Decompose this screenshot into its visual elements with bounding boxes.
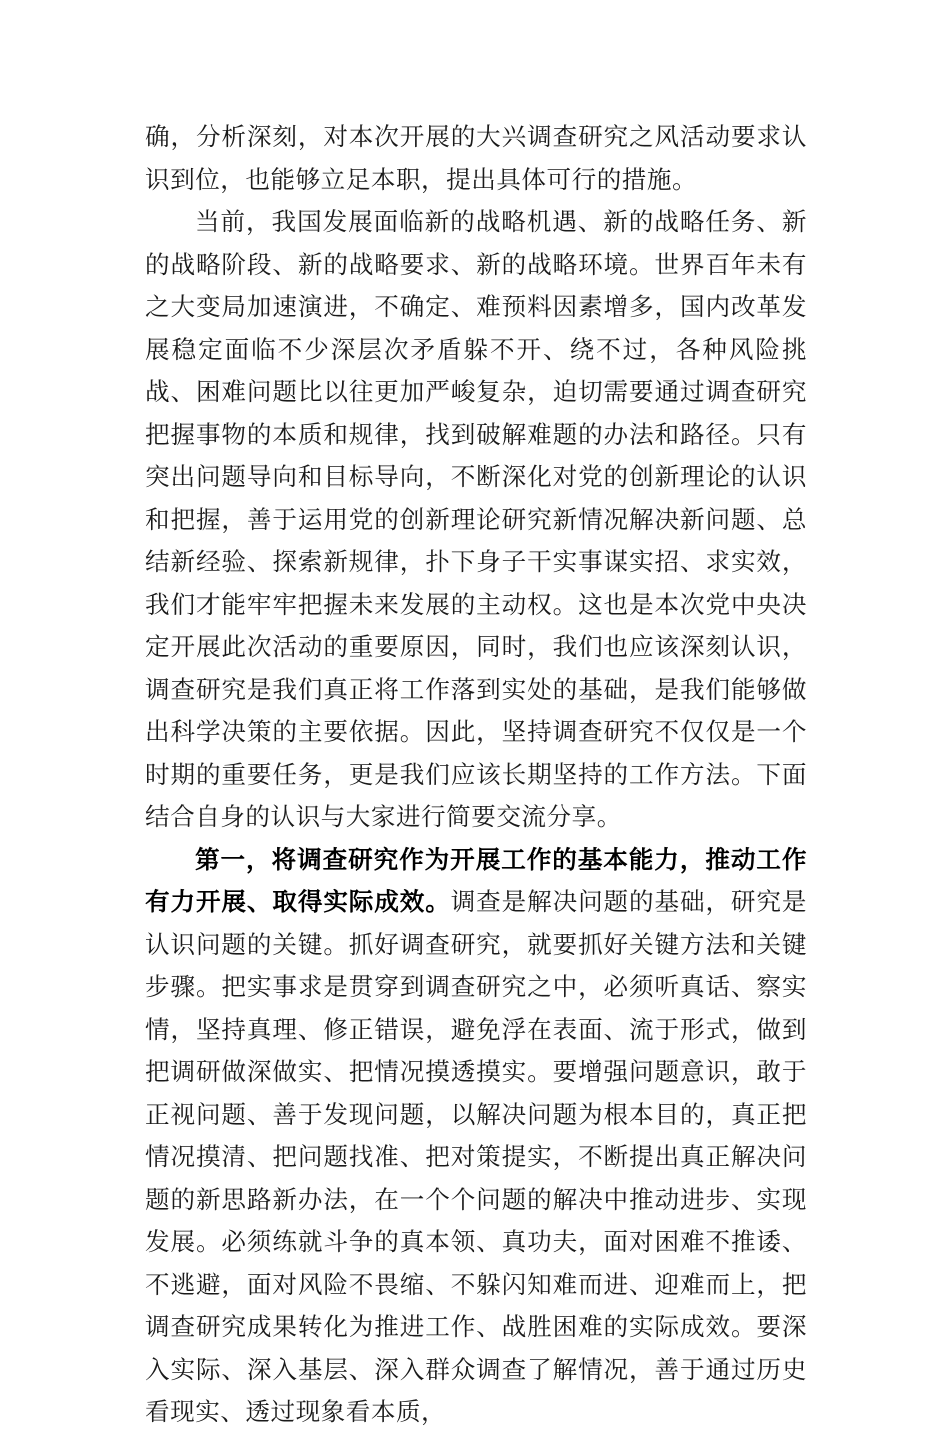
document-body bbox=[145, 116, 807, 1434]
paragraph-text: 确，分析深刻，对本次开展的大兴调查研究之风活动要求认识到位，也能够立足本职，提出具体可行的措施。 bbox=[145, 122, 807, 194]
paragraph-text: 当前，我国发展面临新的战略机遇、新的战略任务、新的战略阶段、新的战略要求、新的战略环境。世界百年未有之大变局加速演进，不确定、难预料因素增多，国内改革发展稳定面临不少深层次矛盾躲不开、绕不过，各种风险挑战、困难问题比以往更加严峻复杂，迫切需要通过调查研究把握事物的本质和规律，找到破解难题的办法和路径。只有突出问题导向和目标导向，不断深化对党的创新理论的认识和把握，善于运用党的创新理论研究新情况解决新问题、总结新经验、探索新规律，扑下身子干实事谋实招、求实效，我们才能牢牢把握未来发展的主动权。这也是本次党中央决定开展此次活动的重要原因，同时，我们也应该深刻认识，调查研究是我们真正将工作落到实处的基础，是我们能够做出科学决策的主要依据。因此，坚持调查研究不仅仅是一个时期的重要任务，更是我们应该长期坚持的工作方法。下面结合自身的认识与大家进行简要交流分享。 bbox=[145, 207, 807, 831]
paragraph-heading-bold: 第一，将调查研究作为开展工作的基本能力，推动工作有力开展、取得实际成效。 bbox=[145, 844, 807, 916]
paragraph-context bbox=[145, 201, 807, 839]
paragraph-point-one bbox=[145, 839, 807, 1434]
paragraph-text: 调查是解决问题的基础，研究是认识问题的关键。抓好调查研究，就要抓好关键方法和关键步骤。把实事求是贯穿到调查研究之中，必须听真话、察实情，坚持真理、修正错误，避免浮在表面、流于形式，做到把调研做深做实、把情况摸透摸实。要增强问题意识，敢于正视问题、善于发现问题，以解决问题为根本目的，真正把情况摸清、把问题找准、把对策提实，不断提出真正解决问题的新思路新办法，在一个个问题的解决中推动进步、实现发展。必须练就斗争的真本领、真功夫，面对困难不推诿、不逃避，面对风险不畏缩、不躲闪知难而进、迎难而上，把调查研究成果转化为推进工作、战胜困难的实际成效。要深入实际、深入基层、深入群众调查了解情况，善于通过历史看现实、透过现象看本质， bbox=[145, 887, 807, 1426]
paragraph-continued bbox=[145, 116, 807, 201]
